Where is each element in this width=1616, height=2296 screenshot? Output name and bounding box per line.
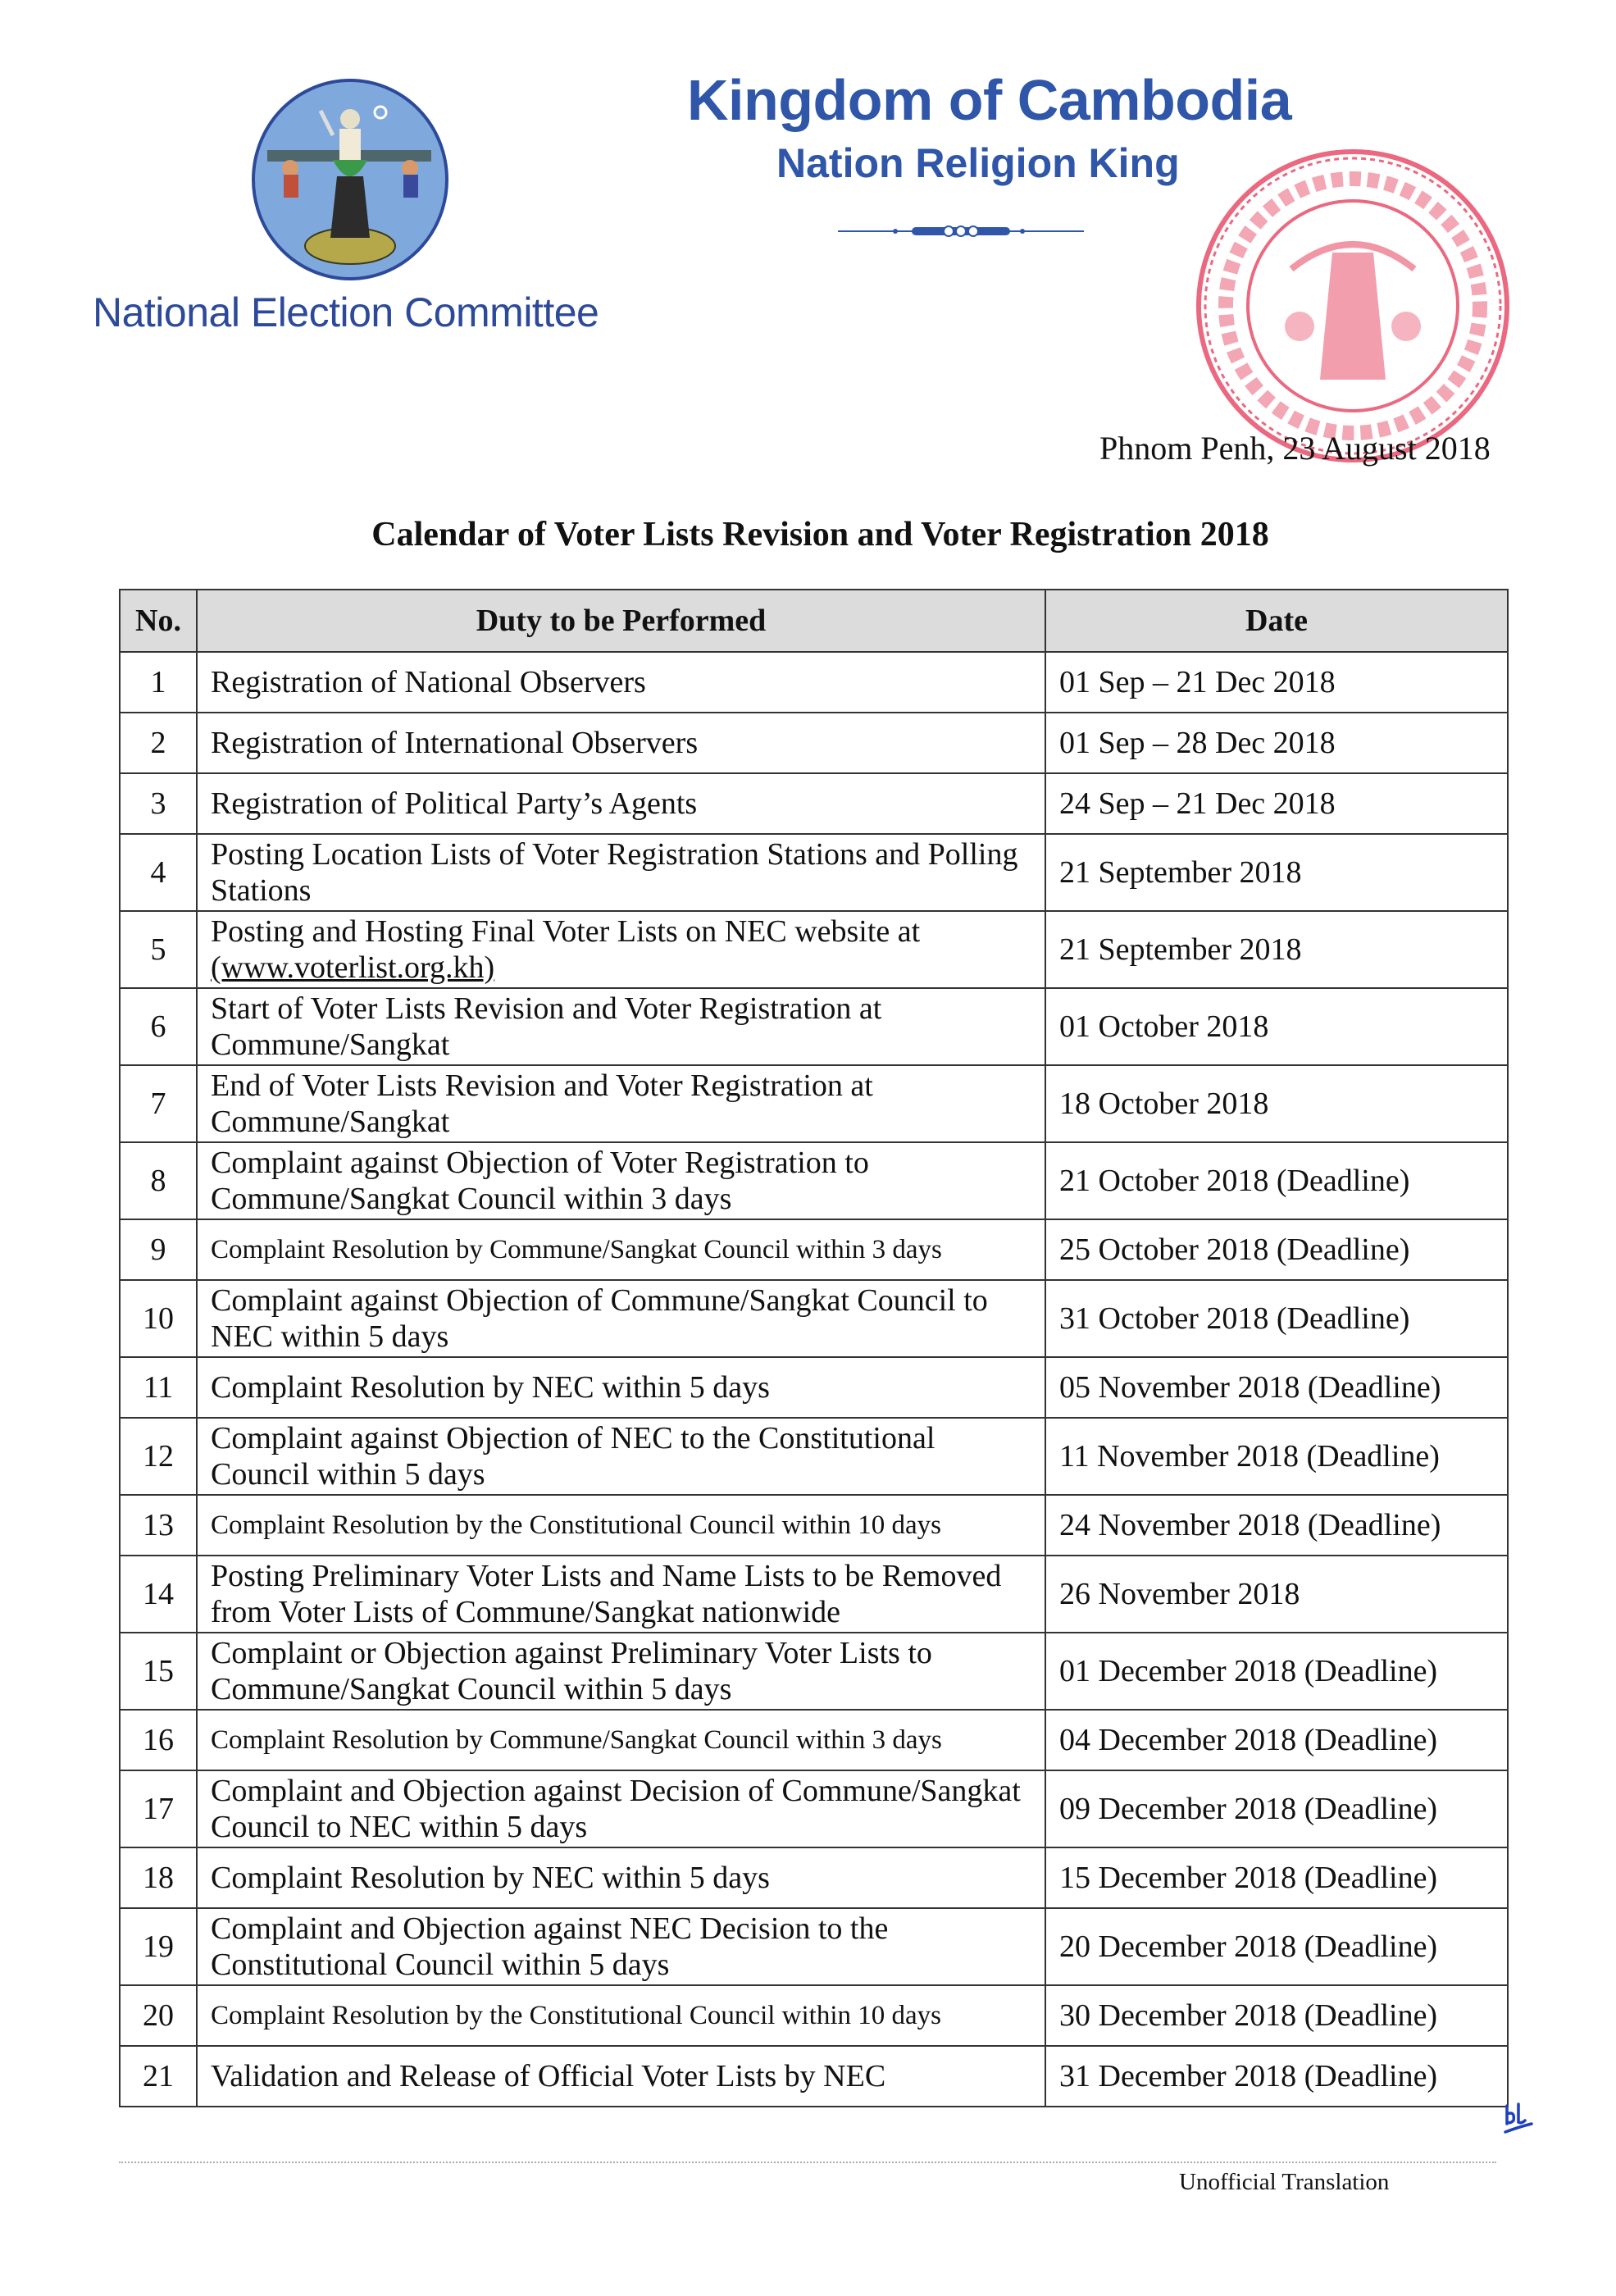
row-date: 01 Sep – 21 Dec 2018 [1045,652,1508,713]
row-duty: Complaint against Objection of Commune/Sangkat Council to NEC within 5 days [197,1280,1045,1357]
table-row [120,1280,1508,1357]
row-duty: Posting Preliminary Voter Lists and Name Lists to be Removed from Voter Lists of Commune/Sangkat nationwide [197,1556,1045,1633]
row-number: 19 [120,1908,197,1985]
row-duty: End of Voter Lists Revision and Voter Registration at Commune/Sangkat [197,1065,1045,1142]
row-number: 20 [120,1985,197,2046]
table-row [120,834,1508,911]
row-duty: Complaint Resolution by the Constitutional Council within 10 days [197,1985,1045,2046]
table-row [120,1710,1508,1770]
row-number: 18 [120,1847,197,1908]
table-row [120,911,1508,988]
row-number: 2 [120,713,197,773]
row-number: 17 [120,1770,197,1847]
row-date: 04 December 2018 (Deadline) [1045,1710,1508,1770]
table-row [120,1908,1508,1985]
row-date: 11 November 2018 (Deadline) [1045,1418,1508,1495]
row-duty [197,911,1045,988]
row-duty: Complaint Resolution by NEC within 5 days [197,1847,1045,1908]
row-number: 8 [120,1142,197,1219]
organization-name: National Election Committee [93,289,599,335]
header-no: No. [120,590,197,652]
table-row [120,652,1508,713]
row-date: 05 November 2018 (Deadline) [1045,1357,1508,1418]
table-row [120,1985,1508,2046]
voterlist-website-link[interactable]: (www.voterlist.org.kh) [211,950,495,985]
footer-divider [119,2162,1496,2163]
row-number: 15 [120,1633,197,1710]
table-row [120,1770,1508,1847]
row-number: 12 [120,1418,197,1495]
row-date: 25 October 2018 (Deadline) [1045,1219,1508,1280]
table-row [120,1219,1508,1280]
table-row [120,1495,1508,1556]
table-row [120,1065,1508,1142]
row-duty: Complaint against Objection of Voter Registration to Commune/Sangkat Council within 3 days [197,1142,1045,1219]
row-duty: Registration of International Observers [197,713,1045,773]
row-duty: Complaint Resolution by NEC within 5 days [197,1357,1045,1418]
row-date: 24 Sep – 21 Dec 2018 [1045,773,1508,834]
nec-emblem-icon [251,78,449,281]
row-date: 24 November 2018 (Deadline) [1045,1495,1508,1556]
row-date: 31 December 2018 (Deadline) [1045,2046,1508,2107]
row-duty: Complaint Resolution by Commune/Sangkat Council within 3 days [197,1219,1045,1280]
row-number: 7 [120,1065,197,1142]
table-row [120,773,1508,834]
row-date: 15 December 2018 (Deadline) [1045,1847,1508,1908]
row-duty: Registration of Political Party’s Agents [197,773,1045,834]
row-duty: Start of Voter Lists Revision and Voter Registration at Commune/Sangkat [197,988,1045,1065]
row-number: 11 [120,1357,197,1418]
row-date: 01 October 2018 [1045,988,1508,1065]
table-row [120,2046,1508,2107]
row-number: 21 [120,2046,197,2107]
table-header-row [120,590,1508,652]
row-number: 5 [120,911,197,988]
handwritten-initials-icon [1502,2099,1535,2140]
row-number: 3 [120,773,197,834]
row-number: 9 [120,1219,197,1280]
row-date: 30 December 2018 (Deadline) [1045,1985,1508,2046]
place-and-date: Phnom Penh, 23 August 2018 [1099,430,1491,467]
row-number: 1 [120,652,197,713]
table-row [120,1633,1508,1710]
row-number: 16 [120,1710,197,1770]
table-row [120,1142,1508,1219]
row-duty: Complaint against Objection of NEC to the Constitutional Council within 5 days [197,1418,1045,1495]
translation-note: Unofficial Translation [1179,2169,1390,2195]
row-date: 26 November 2018 [1045,1556,1508,1633]
country-heading: Kingdom of Cambodia [687,68,1292,132]
row-date: 01 Sep – 28 Dec 2018 [1045,713,1508,773]
row-date: 09 December 2018 (Deadline) [1045,1770,1508,1847]
row-duty-text: Posting and Hosting Final Voter Lists on NEC website at [211,914,921,949]
header-duty: Duty to be Performed [197,590,1045,652]
row-date: 21 September 2018 [1045,834,1508,911]
row-date: 20 December 2018 (Deadline) [1045,1908,1508,1985]
row-number: 13 [120,1495,197,1556]
row-number: 10 [120,1280,197,1357]
table-row [120,713,1508,773]
row-number: 6 [120,988,197,1065]
row-duty: Complaint and Objection against NEC Decision to the Constitutional Council within 5 days [197,1908,1045,1985]
national-motto: Nation Religion King [776,140,1180,186]
table-row [120,1418,1508,1495]
official-seal-icon [1193,146,1513,466]
row-date: 21 September 2018 [1045,911,1508,988]
row-duty: Registration of National Observers [197,652,1045,713]
row-date: 18 October 2018 [1045,1065,1508,1142]
row-duty: Complaint Resolution by the Constitutional Council within 10 days [197,1495,1045,1556]
row-number: 14 [120,1556,197,1633]
row-duty: Posting Location Lists of Voter Registration Stations and Polling Stations [197,834,1045,911]
table-row [120,1847,1508,1908]
table-row [120,1556,1508,1633]
table-row [120,1357,1508,1418]
row-duty: Complaint and Objection against Decision of Commune/Sangkat Council to NEC within 5 days [197,1770,1045,1847]
row-date: 31 October 2018 (Deadline) [1045,1280,1508,1357]
row-duty: Validation and Release of Official Voter Lists by NEC [197,2046,1045,2107]
table-row [120,988,1508,1065]
header-date: Date [1045,590,1508,652]
document-title: Calendar of Voter Lists Revision and Voter Registration 2018 [371,516,1269,554]
row-duty: Complaint Resolution by Commune/Sangkat Council within 3 days [197,1710,1045,1770]
row-date: 01 December 2018 (Deadline) [1045,1633,1508,1710]
divider-ornament-icon [838,221,1084,241]
row-date: 21 October 2018 (Deadline) [1045,1142,1508,1219]
row-number: 4 [120,834,197,911]
calendar-table [119,589,1509,2107]
row-duty: Complaint or Objection against Preliminary Voter Lists to Commune/Sangkat Council within 5 days [197,1633,1045,1710]
